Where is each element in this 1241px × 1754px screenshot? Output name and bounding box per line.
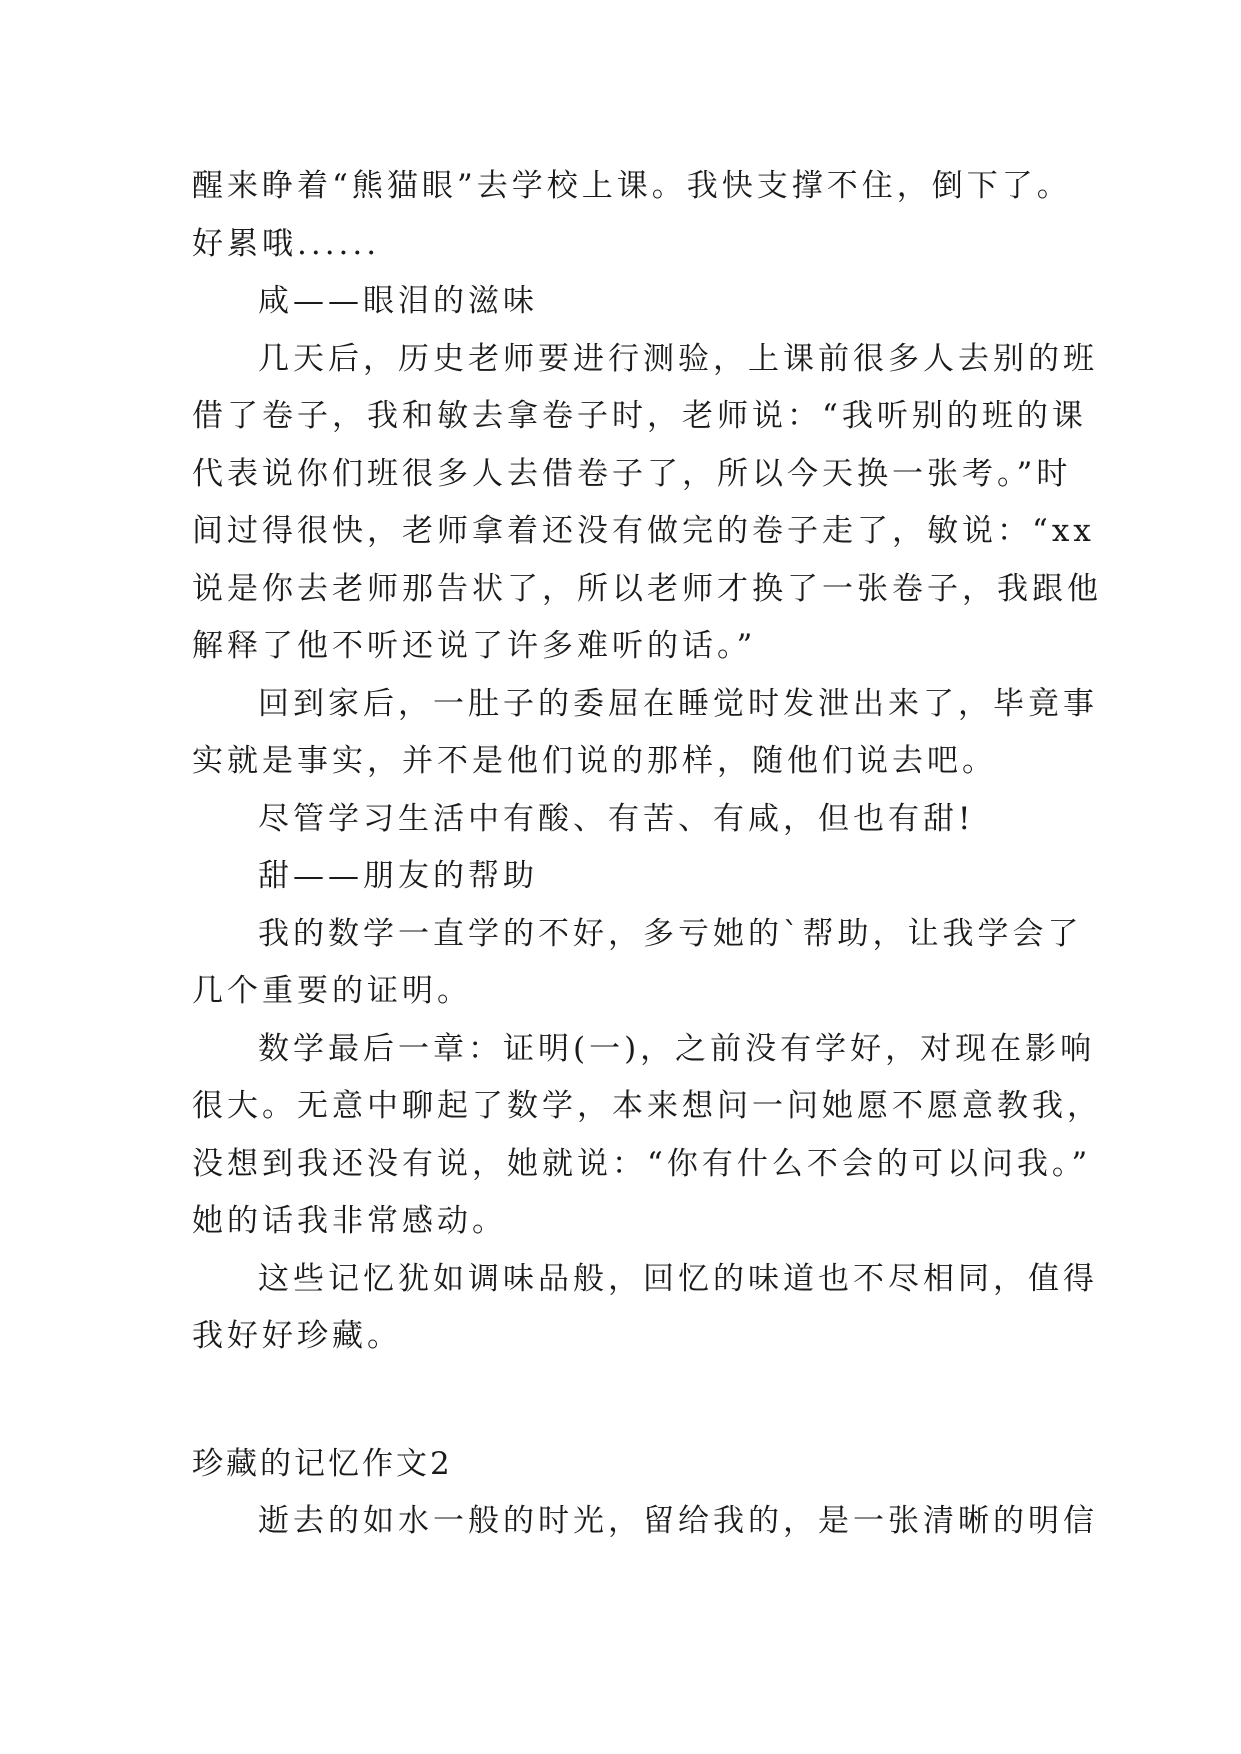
paragraph-line: 这些记忆犹如调味品般，回忆的味道也不尽相同，值得 bbox=[258, 1260, 1098, 1297]
paragraph-line: 几个重要的证明。 bbox=[192, 973, 472, 1009]
paragraph-line: 数学最后一章：证明(一)，之前没有学好，对现在影响 bbox=[258, 1030, 1096, 1067]
paragraph-line: 很大。无意中聊起了数学，本来想问一问她愿不愿意教我， bbox=[192, 1088, 1102, 1124]
paragraph-line: 实就是事实，并不是他们说的那样，随他们说去吧。 bbox=[192, 743, 997, 779]
paragraph-line: 间过得很快，老师拿着还没有做完的卷子走了，敏说：“xx bbox=[192, 513, 1095, 549]
paragraph-line: 说是你去老师那告状了，所以老师才换了一张卷子，我跟他 bbox=[192, 570, 1102, 607]
section-title: 珍藏的记忆作文2 bbox=[192, 1445, 453, 1482]
paragraph-line: 我好好珍藏。 bbox=[192, 1318, 402, 1354]
subheading-sweet: 甜——朋友的帮助 bbox=[258, 858, 538, 894]
paragraph-line: 解释了他不听还说了许多难听的话。” bbox=[192, 628, 757, 664]
paragraph-line: 没想到我还没有说，她就说：“你有什么不会的可以问我。” bbox=[192, 1145, 1092, 1182]
paragraph-line: 好累哦...... bbox=[192, 225, 381, 262]
subheading-salty: 咸——眼泪的滋味 bbox=[258, 283, 538, 319]
paragraph-line: 她的话我非常感动。 bbox=[192, 1203, 507, 1239]
paragraph-line: 尽管学习生活中有酸、有苦、有咸，但也有甜! bbox=[258, 800, 975, 837]
paragraph-line: 逝去的如水一般的时光，留给我的，是一张清晰的明信 bbox=[258, 1503, 1098, 1539]
paragraph-line: 几天后，历史老师要进行测验，上课前很多人去别的班 bbox=[258, 340, 1098, 377]
paragraph-line: 醒来睁着“熊猫眼”去学校上课。我快支撑不住，倒下了。 bbox=[192, 168, 1072, 204]
paragraph-line: 回到家后，一肚子的委屈在睡觉时发泄出来了，毕竟事 bbox=[258, 685, 1098, 722]
paragraph-line: 借了卷子，我和敏去拿卷子时，老师说：“我听别的班的课 bbox=[192, 398, 1087, 434]
essay-body bbox=[192, 158, 1102, 1551]
paragraph-line: 代表说你们班很多人去借卷子了，所以今天换一张考。”时 bbox=[192, 455, 1072, 492]
section-spacer bbox=[192, 1366, 1072, 1436]
paragraph-line: 我的数学一直学的不好，多亏她的`帮助，让我学会了 bbox=[258, 915, 1083, 952]
